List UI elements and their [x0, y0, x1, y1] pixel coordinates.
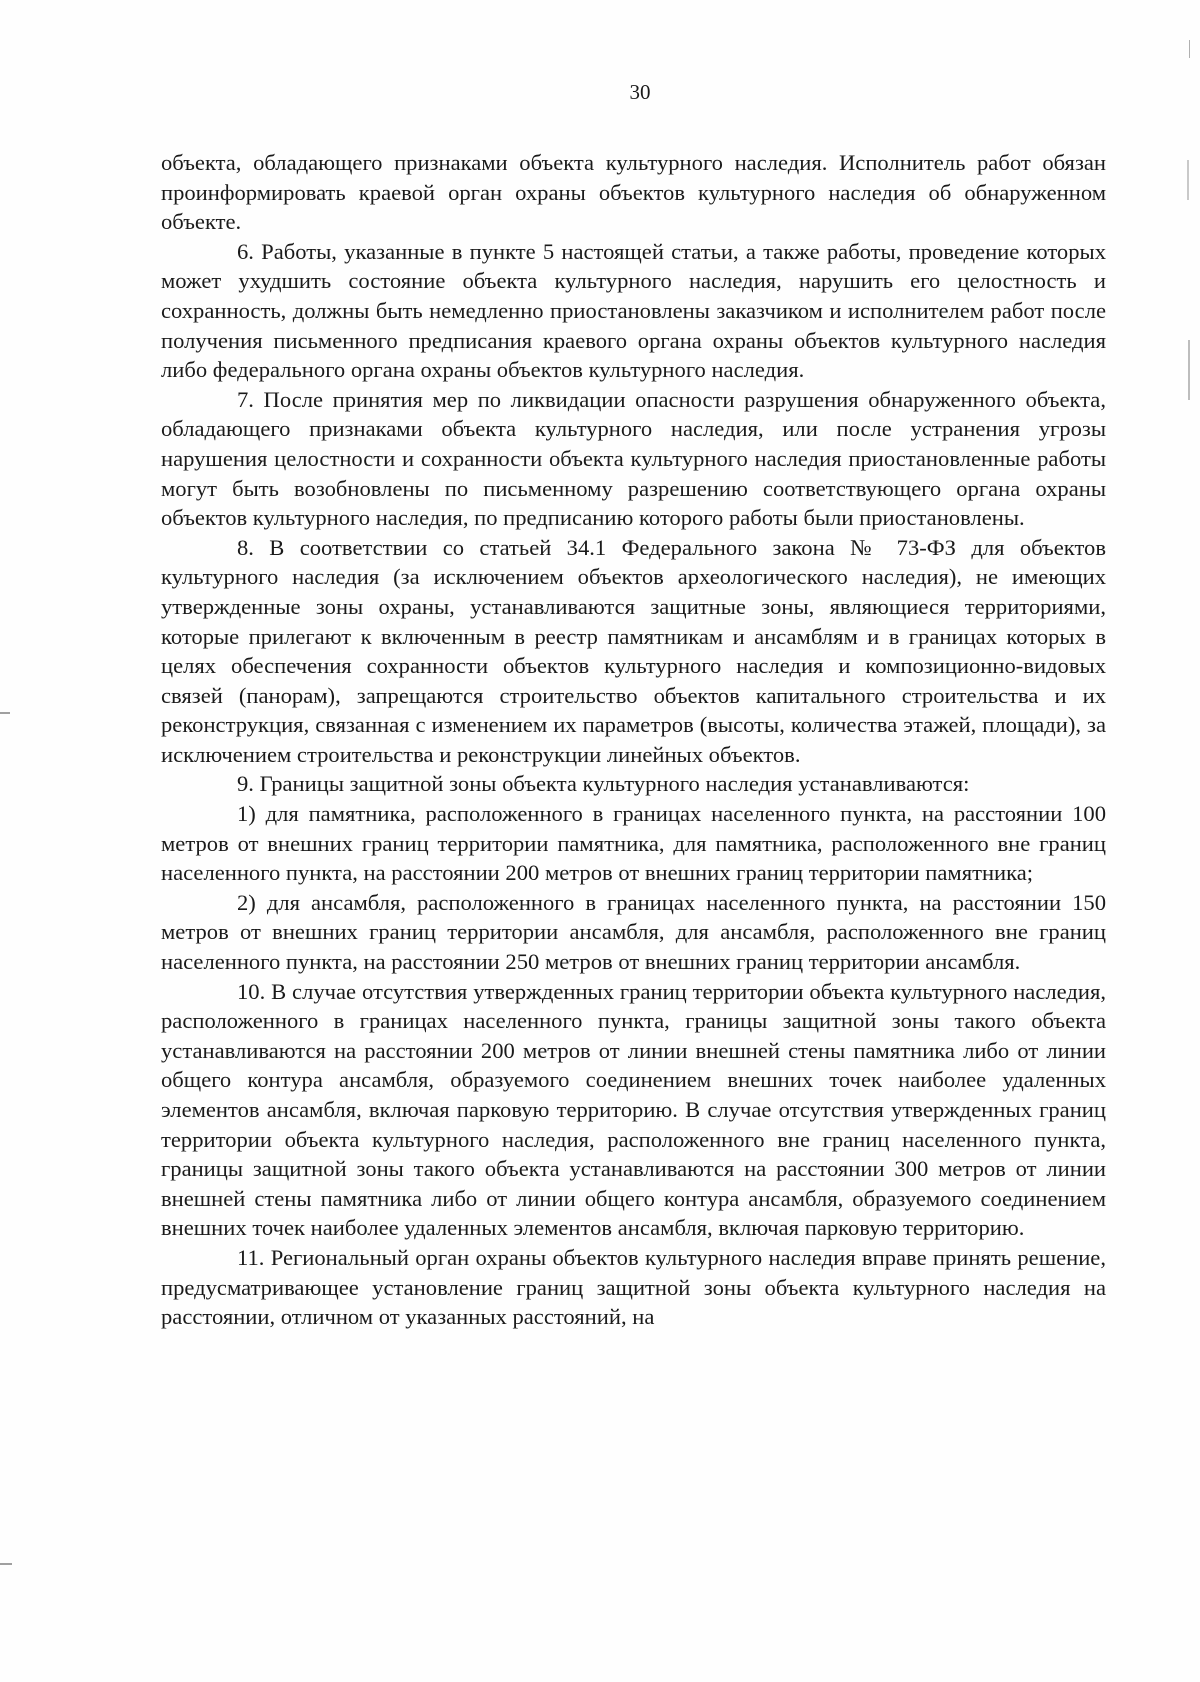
paragraph-subitem-2: 2) для ансамбля, расположенного в границах населенного пункта, на расстоянии 150 метров от внешних границ территории ансамбля, для ансамбля, расположенного вне границ населенного пункта, на расстоянии 250 метров от внешних границ территории ансамбля.: [161, 889, 1106, 975]
paragraph-continuation: объекта, обладающего признаками объекта культурного наследия. Исполнитель работ обязан проинформировать краевой орган охраны объектов культурного наследия об обнаруженном объекте.: [161, 150, 1106, 235]
paragraph-item-6: 6. Работы, указанные в пункте 5 настоящей статьи, а также работы, проведение которых может ухудшить состояние объекта культурного наследия, нарушить его целостность и сохранность, должны быть немедленно приостановлены заказчиком и исполнителем работ после получения письменного предписания краевого органа охраны объектов культурного наследия либо федерального органа охраны объектов культурного наследия.: [161, 238, 1106, 383]
scan-artifact: [1188, 340, 1190, 400]
paragraph-item-8: 8. В соответствии со статьей 34.1 Федерального закона № 73-ФЗ для объектов культурного наследия (за исключением объектов археологического наследия), не имеющих утвержденные зоны охраны, устанавливаются защитные зоны, являющиеся территориями, которые прилегают к включенным в реестр памятникам и ансамблям и в границах которых в целях обеспечения сохранности объектов культурного наследия и композиционно-видовых связей (панорам), запрещаются строительство объектов капитального строительства и их реконструкция, связанная с изменением их параметров (высоты, количества этажей, площади), за исключением строительства и реконструкции линейных объектов.: [161, 534, 1106, 767]
paragraph-item-7: 7. После принятия мер по ликвидации опасности разрушения обнаруженного объекта, обладающего признаками объекта культурного наследия, или после устранения угрозы нарушения целостности и сохранности объекта культурного наследия приостановленные работы могут быть возобновлены по письменному разрешению соответствующего органа охраны объектов культурного наследия, по предписанию которого работы были приостановлены.: [161, 386, 1106, 531]
document-body: [161, 148, 1106, 1332]
scan-artifact: [1187, 160, 1189, 200]
page-number: 30: [629, 80, 651, 104]
paragraph-subitem-1: 1) для памятника, расположенного в границах населенного пункта, на расстоянии 100 метров от внешних границ территории памятника, для памятника, расположенного вне границ населенного пункта, на расстоянии 200 метров от внешних границ территории памятника;: [161, 801, 1106, 886]
paragraph-item-10: 10. В случае отсутствия утвержденных границ территории объекта культурного наследия, расположенного в границах населенного пункта, границы защитной зоны такого объекта устанавливаются на расстоянии 200 метров от линии внешней стены памятника либо от линии общего контура ансамбля, образуемого соединением внешних точек наиболее удаленных элементов ансамбля, включая парковую территорию. В случае отсутствия утвержденных границ территории объекта культурного наследия, расположенного вне границ населенного пункта, границы защитной зоны такого объекта устанавливаются на расстоянии 300 метров от линии внешней стены памятника либо от линии общего контура ансамбля, образуемого соединением внешних точек наиболее удаленных элементов ансамбля, включая парковую территорию.: [161, 978, 1106, 1241]
scan-artifact: [0, 1563, 12, 1565]
scan-artifact: [1189, 40, 1190, 58]
paragraph-item-9: 9. Границы защитной зоны объекта культурного наследия устанавливаются:: [237, 771, 970, 797]
paragraph-item-11: 11. Региональный орган охраны объектов культурного наследия вправе принять решение, предусматривающее установление границ защитной зоны объекта культурного наследия на расстоянии, отличном от указанных расстояний, на: [161, 1244, 1106, 1330]
scan-artifact: [0, 712, 10, 714]
